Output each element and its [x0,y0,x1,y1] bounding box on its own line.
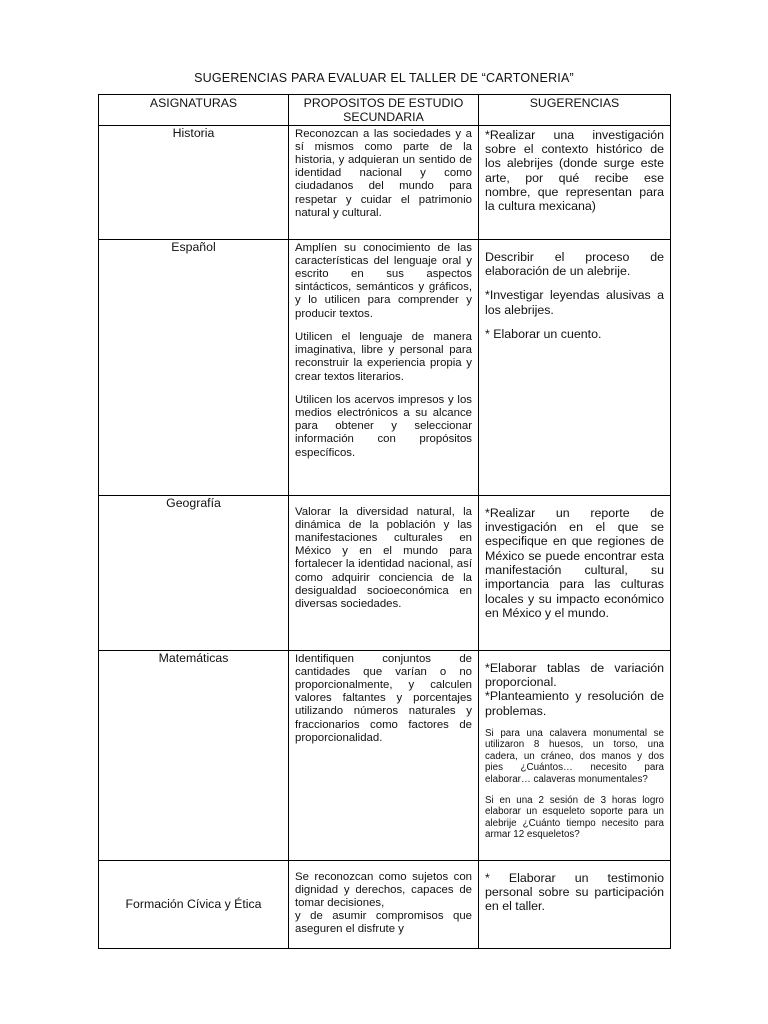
sugerencia-text: Describir el proceso de elaboración de un alebrije. [485,249,664,278]
sugerencias-cell [479,650,671,860]
sugerencia-text: * Elaborar un cuento. [485,327,602,342]
header-sugerencias: SUGERENCIAS [479,95,671,126]
subject-geografia: Geografía [99,495,289,650]
propositos-cell [289,239,479,495]
propositos-cell [289,495,479,650]
proposito-text: Amplíen su conocimiento de las características del lenguaje oral y escrito en sus aspectos sintácticos, semánticos y gráficos, y lo utilicen para comprender y producir textos. [295,241,472,320]
proposito-text: y de asumir compromisos que aseguren el disfrute y [295,910,472,936]
subject-espanol: Español [99,239,289,495]
sugerencia-text: *Investigar leyendas alusivas a los alebrijes. [485,288,664,317]
proposito-text: Utilicen los acervos impresos y los medios electrónicos a su alcance para obtener y seleccionar información con propósitos específicos. [295,393,472,459]
proposito-text: Identifiquen conjuntos de cantidades que varían o no proporcionalmente, y calculen valores faltantes y porcentajes utilizando números naturales y fraccionarios como factores de proporcionalidad. [295,652,472,744]
document-title: SUGERENCIAS PARA EVALUAR EL TALLER DE “CARTONERIA” [194,71,574,85]
header-asignaturas: ASIGNATURAS [99,95,289,126]
subject-historia: Historia [99,125,289,239]
problema-text: Si en una 2 sesión de 3 horas logro elaborar un esqueleto soporte para un alebrije ¿Cuánto tiempo necesito para armar 12 esqueletos? [485,794,664,840]
table-row [99,860,671,948]
propositos-cell [289,650,479,860]
sugerencia-text: *Realizar una investigación sobre el contexto histórico de los alebrijes (donde surge este arte, por qué recibe ese nombre, que representan para la cultura mexicana) [485,127,664,214]
sugerencia-text: * Elaborar un testimonio personal sobre su participación en el taller. [485,870,664,914]
subject-formacion-civica: Formación Cívica y Ética [99,860,289,948]
header-propositos: PROPOSITOS DE ESTUDIO SECUNDARIA [289,95,479,126]
proposito-text: Se reconozcan como sujetos con dignidad y derechos, capaces de tomar decisiones, [295,870,472,909]
table-row [99,239,671,495]
table-row [99,650,671,860]
sugerencia-text: *Planteamiento y resolución de problemas. [485,689,664,718]
sugerencias-cell [479,125,671,239]
proposito-text: Utilicen el lenguaje de manera imaginativa, libre y personal para reconstruir la experiencia propia y crear textos literarios. [295,330,472,383]
subject-matematicas: Matemáticas [99,650,289,860]
proposito-text: Reconozcan a las sociedades y a sí mismos como parte de la historia, y adquieran un sentido de identidad nacional y como ciudadanos del mundo para respetar y cuidar el patrimonio natural y cultural. [295,127,472,219]
evaluation-table [98,94,671,949]
table-row [99,125,671,239]
problema-text: Si para una calavera monumental se utilizaron 8 huesos, un torso, una cadera, un cráneo, dos manos y dos pies ¿Cuántos… necesito para elaborar… calaveras monumentales? [485,728,664,785]
propositos-cell [289,860,479,948]
table-row [99,495,671,650]
sugerencia-text: *Realizar un reporte de investigación en el que se especifique en que regiones de México se puede encontrar esta manifestación cultural, su importancia para las culturas locales y su impacto económico en México y el mundo. [485,505,664,621]
sugerencias-cell [479,860,671,948]
propositos-cell [289,125,479,239]
proposito-text: Valorar la diversidad natural, la dinámica de la población y las manifestaciones culturales en México y en el mundo para fortalecer la identidad nacional, así como adquirir conciencia de la desigualdad socioeconómica en diversas sociedades. [295,505,472,611]
table-header-row [99,95,671,126]
sugerencia-text: *Elaborar tablas de variación proporcional. [485,660,664,689]
sugerencias-cell [479,495,671,650]
sugerencias-cell [479,239,671,495]
